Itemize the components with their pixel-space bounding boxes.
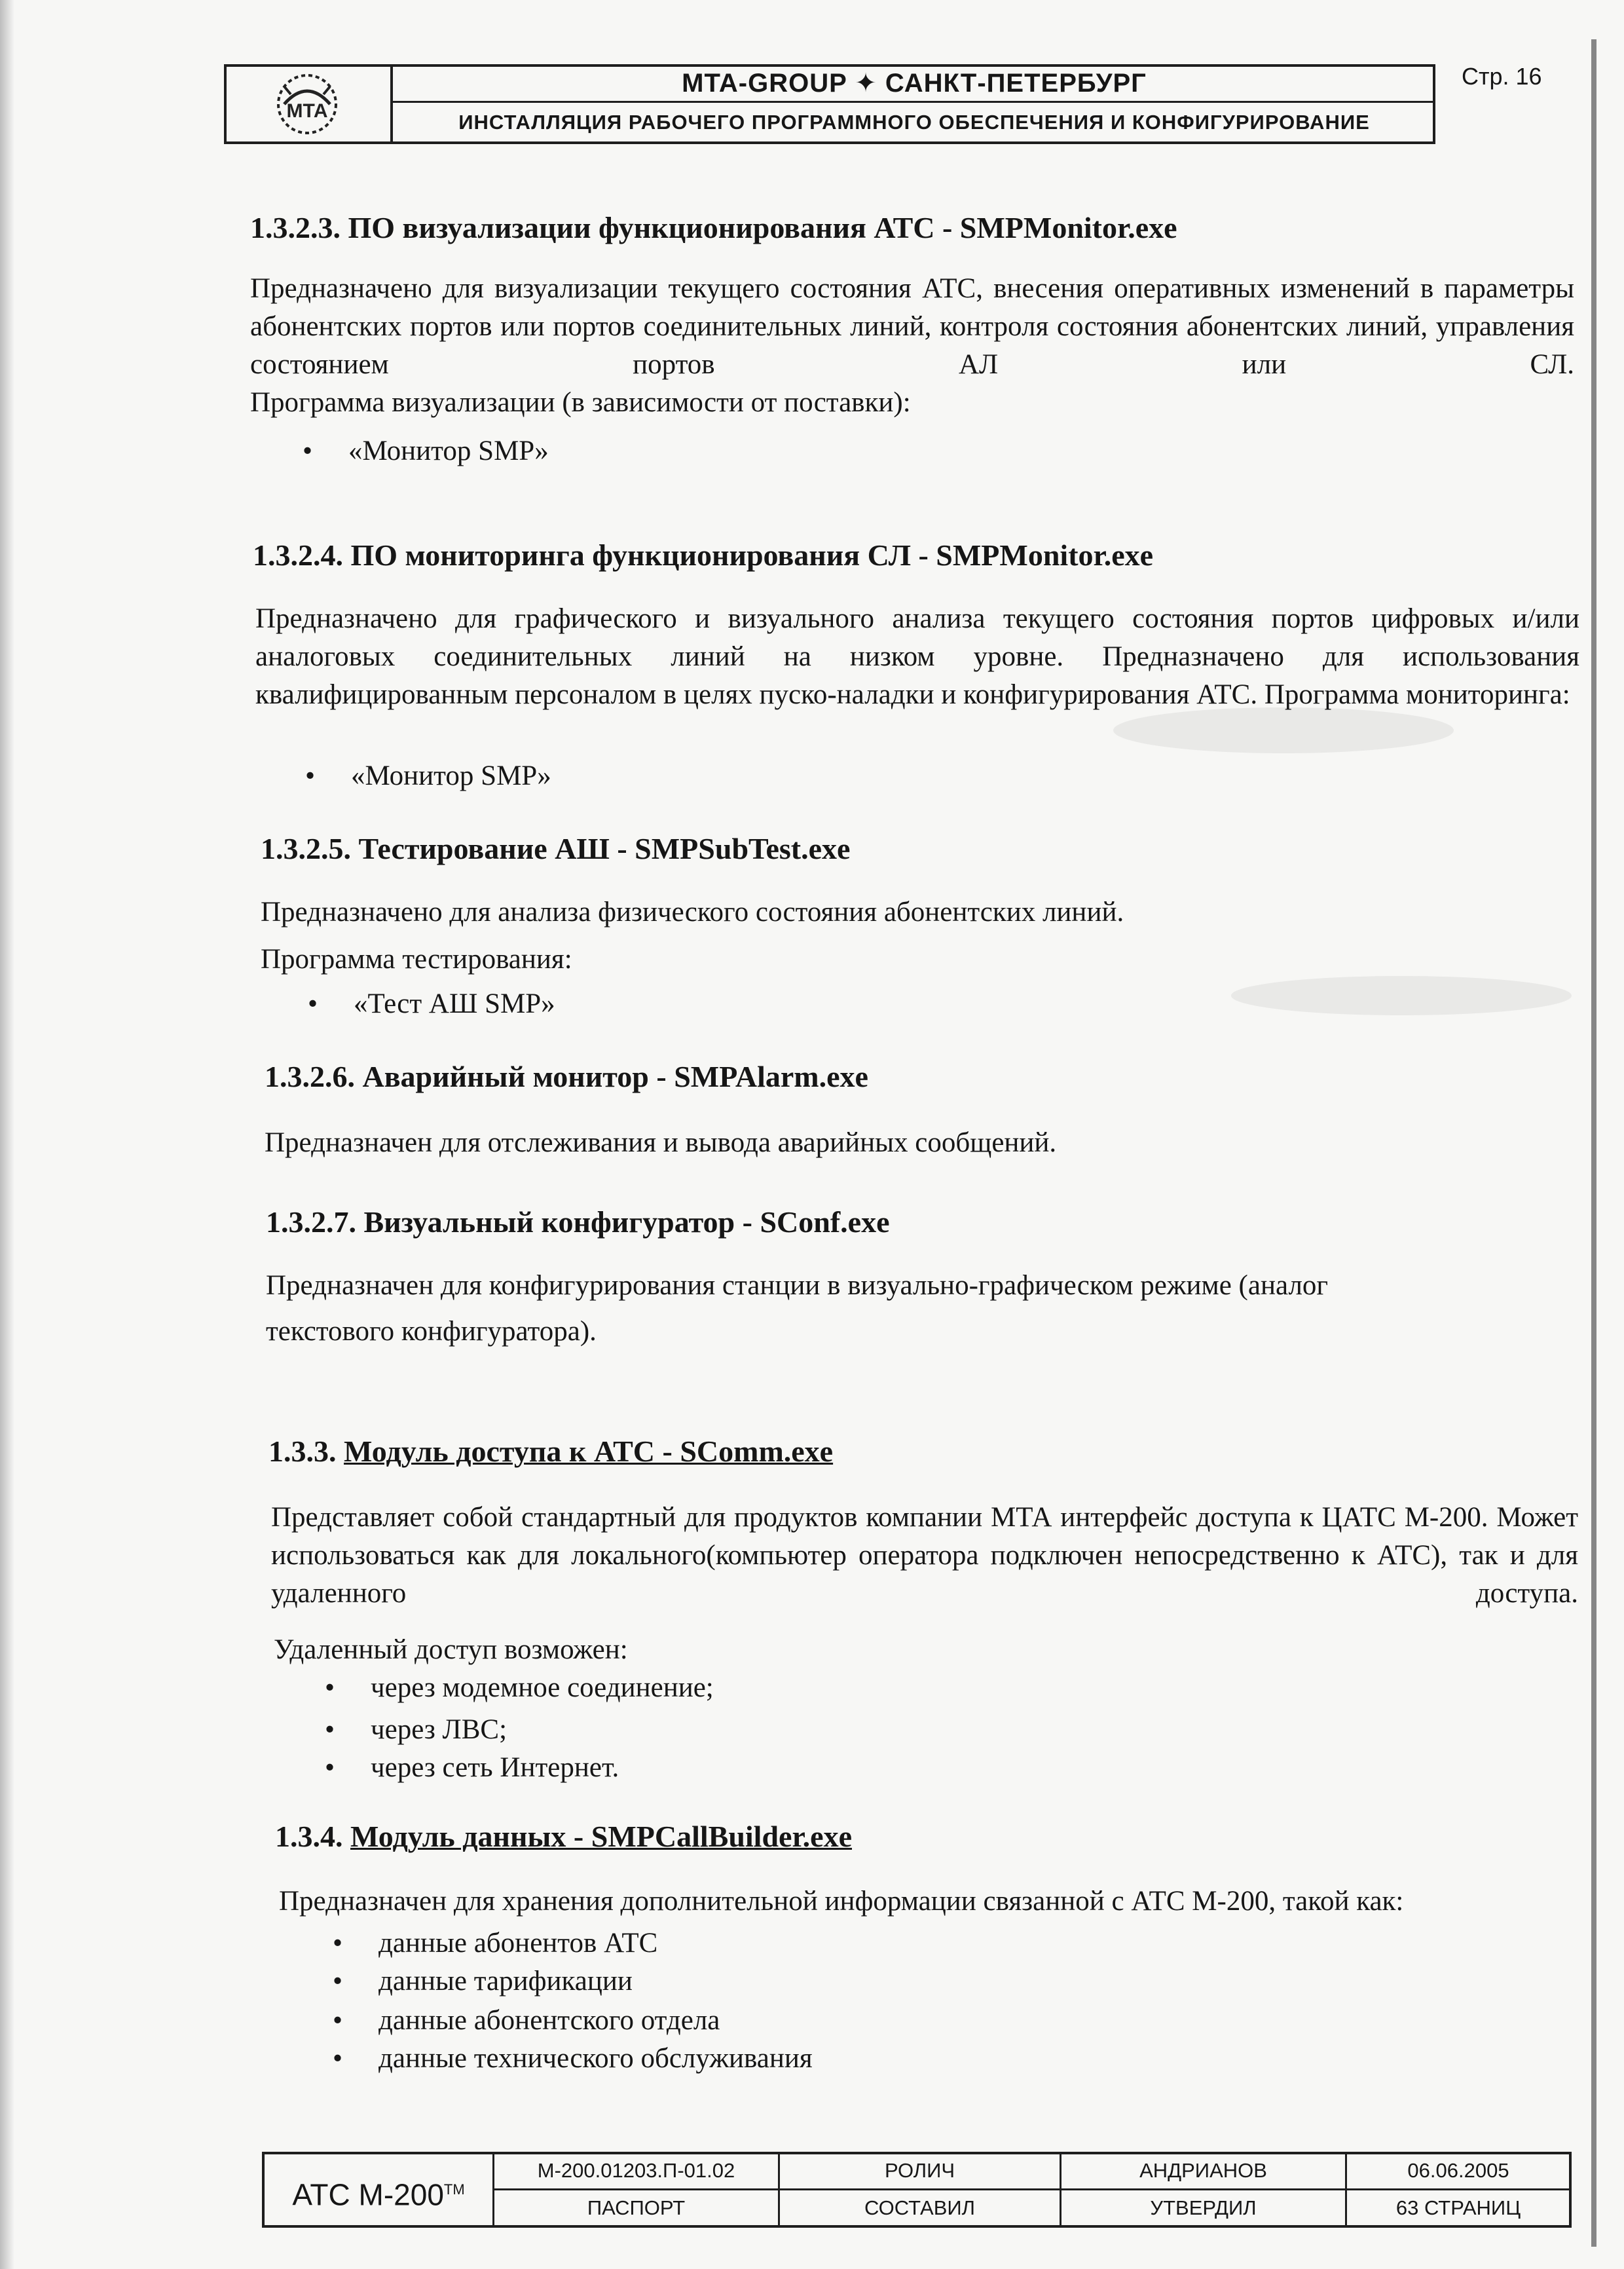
list-item-text: данные тарификации [378, 1966, 633, 1997]
bullet-icon: • [308, 988, 318, 1019]
list-item-text: через модемное соединение; [371, 1672, 714, 1703]
footer-doc-number: М-200.01203.П-01.02 [537, 2159, 735, 2182]
logo-text: МТА [286, 100, 328, 122]
bullet-icon: • [325, 1714, 335, 1745]
trademark-mark: TM [443, 2181, 465, 2198]
page-number: Стр. 16 [1462, 63, 1542, 90]
footer-doc-type: ПАСПОРТ [587, 2196, 686, 2219]
header-subtitle: ИНСТАЛЛЯЦИЯ РАБОЧЕГО ПРОГРАММНОГО ОБЕСПЕЧЕНИЯ И КОНФИГУРИРОВАНИЕ [458, 111, 1370, 134]
list-item [325, 1669, 714, 1707]
footer-author-role: СОСТАВИЛ [864, 2196, 976, 2219]
list-item [325, 1749, 619, 1787]
section-title [275, 1817, 852, 1856]
section-line: текстового конфигуратора). [266, 1316, 597, 1347]
header-title: MTA-GROUP ✦ САНКТ-ПЕТЕРБУРГ [682, 69, 1147, 98]
bullet-icon: • [325, 1752, 335, 1783]
bullet-icon: • [333, 1966, 343, 1997]
section-line: Программа тестирования: [261, 944, 572, 975]
bullet-icon: • [303, 436, 313, 466]
section-title: 1.3.2.7. Визуальный конфигуратор - SConf.exe [266, 1205, 890, 1239]
section-title: 1.3.2.6. Аварийный монитор - SMPAlarm.exe [265, 1060, 868, 1093]
footer-product [265, 2154, 492, 2225]
scan-edge-right [1591, 39, 1596, 2247]
section-line: Предназначен для конфигурирования станции в визуально-графическом режиме (аналог [266, 1270, 1329, 1301]
section-paragraph: Предназначено для графического и визуального анализа текущего состояния портов цифровых и/или аналоговых соединительных линий на низком уровне. Предназначено для использования квалифицированным персоналом в целях пуско-наладки и конфигурирования АТС. Программа мониторинга: [255, 603, 1579, 710]
section-title-text: Модуль данных - SMPCallBuilder.exe [350, 1820, 852, 1853]
footer-approver-name: АНДРИАНОВ [1139, 2159, 1267, 2182]
section-line: Предназначен для отслеживания и вывода аварийных сообщений. [265, 1127, 1057, 1158]
bullet-icon: • [333, 2005, 343, 2036]
section-line: Удаленный доступ возможен: [274, 1634, 628, 1665]
scan-smudge [1231, 976, 1572, 1015]
bullet-icon: • [333, 1928, 343, 1959]
list-item [303, 432, 549, 470]
list-item-text: через сеть Интернет. [371, 1752, 619, 1783]
bullet-icon: • [333, 2043, 343, 2074]
section-title: 1.3.2.3. ПО визуализации функционирования АТС - SMPMonitor.exe [250, 211, 1177, 244]
list-item [325, 1711, 507, 1749]
header-logo-cell [224, 64, 393, 144]
section-line: Программа визуализации (в зависимости от поставки): [250, 387, 911, 418]
list-item [333, 1962, 633, 2000]
section-number: 1.3.4. [275, 1820, 343, 1853]
section-paragraph: Предназначено для визуализации текущего состояния АТС, внесения оперативных изменений в параметры абонентских портов или портов соединительных линий, контроля состояния абонентских линий, управления состоянием портов АЛ или СЛ. [250, 273, 1574, 380]
bullet-icon: • [305, 760, 316, 791]
list-item [333, 2040, 813, 2078]
footer-date: 06.06.2005 [1407, 2159, 1509, 2182]
list-item-text: данные технического обслуживания [378, 2043, 813, 2074]
list-item-text: «Тест АШ SMP» [354, 988, 555, 1019]
footer-approver-role: УТВЕРДИЛ [1150, 2196, 1257, 2219]
section-title: 1.3.2.5. Тестирование АШ - SMPSubTest.exe [261, 832, 851, 865]
list-item-text: данные абонентского отдела [378, 2005, 720, 2036]
list-item-text: через ЛВС; [371, 1714, 507, 1745]
list-item-text: «Монитор SMP» [348, 436, 549, 466]
bullet-icon: • [325, 1672, 335, 1703]
scan-edge-left [0, 0, 14, 2269]
list-item-text: «Монитор SMP» [351, 760, 551, 791]
footer-page-count: 63 СТРАНИЦ [1395, 2196, 1521, 2219]
section-line: Предназначен для хранения дополнительной информации связанной с АТС М-200, такой как: [279, 1886, 1404, 1917]
list-item [308, 985, 555, 1023]
mta-logo-icon [265, 68, 350, 140]
list-item-text: данные абонентов АТС [378, 1928, 658, 1959]
list-item [333, 2002, 720, 2040]
section-title-text: Модуль доступа к АТС - SComm.exe [344, 1435, 834, 1468]
section-title: 1.3.2.4. ПО мониторинга функционирования СЛ - SMPMonitor.exe [253, 538, 1154, 572]
footer-author-name: РОЛИЧ [884, 2159, 955, 2182]
section-paragraph: Представляет собой стандартный для продуктов компании МТА интерфейс доступа к ЦАТС М-200. Может использоваться как для локального(компьютер оператора подключен непосредственно к АТС), так и для удаленного доступа. [271, 1502, 1578, 1609]
list-item [333, 1924, 657, 1962]
section-title [268, 1432, 833, 1471]
scan-smudge [1113, 707, 1454, 753]
footer-product-name: АТС М-200 [292, 2177, 444, 2212]
section-line: Предназначено для анализа физического состояния абонентских линий. [261, 897, 1124, 928]
list-item [305, 757, 551, 795]
section-number: 1.3.3. [268, 1435, 337, 1468]
